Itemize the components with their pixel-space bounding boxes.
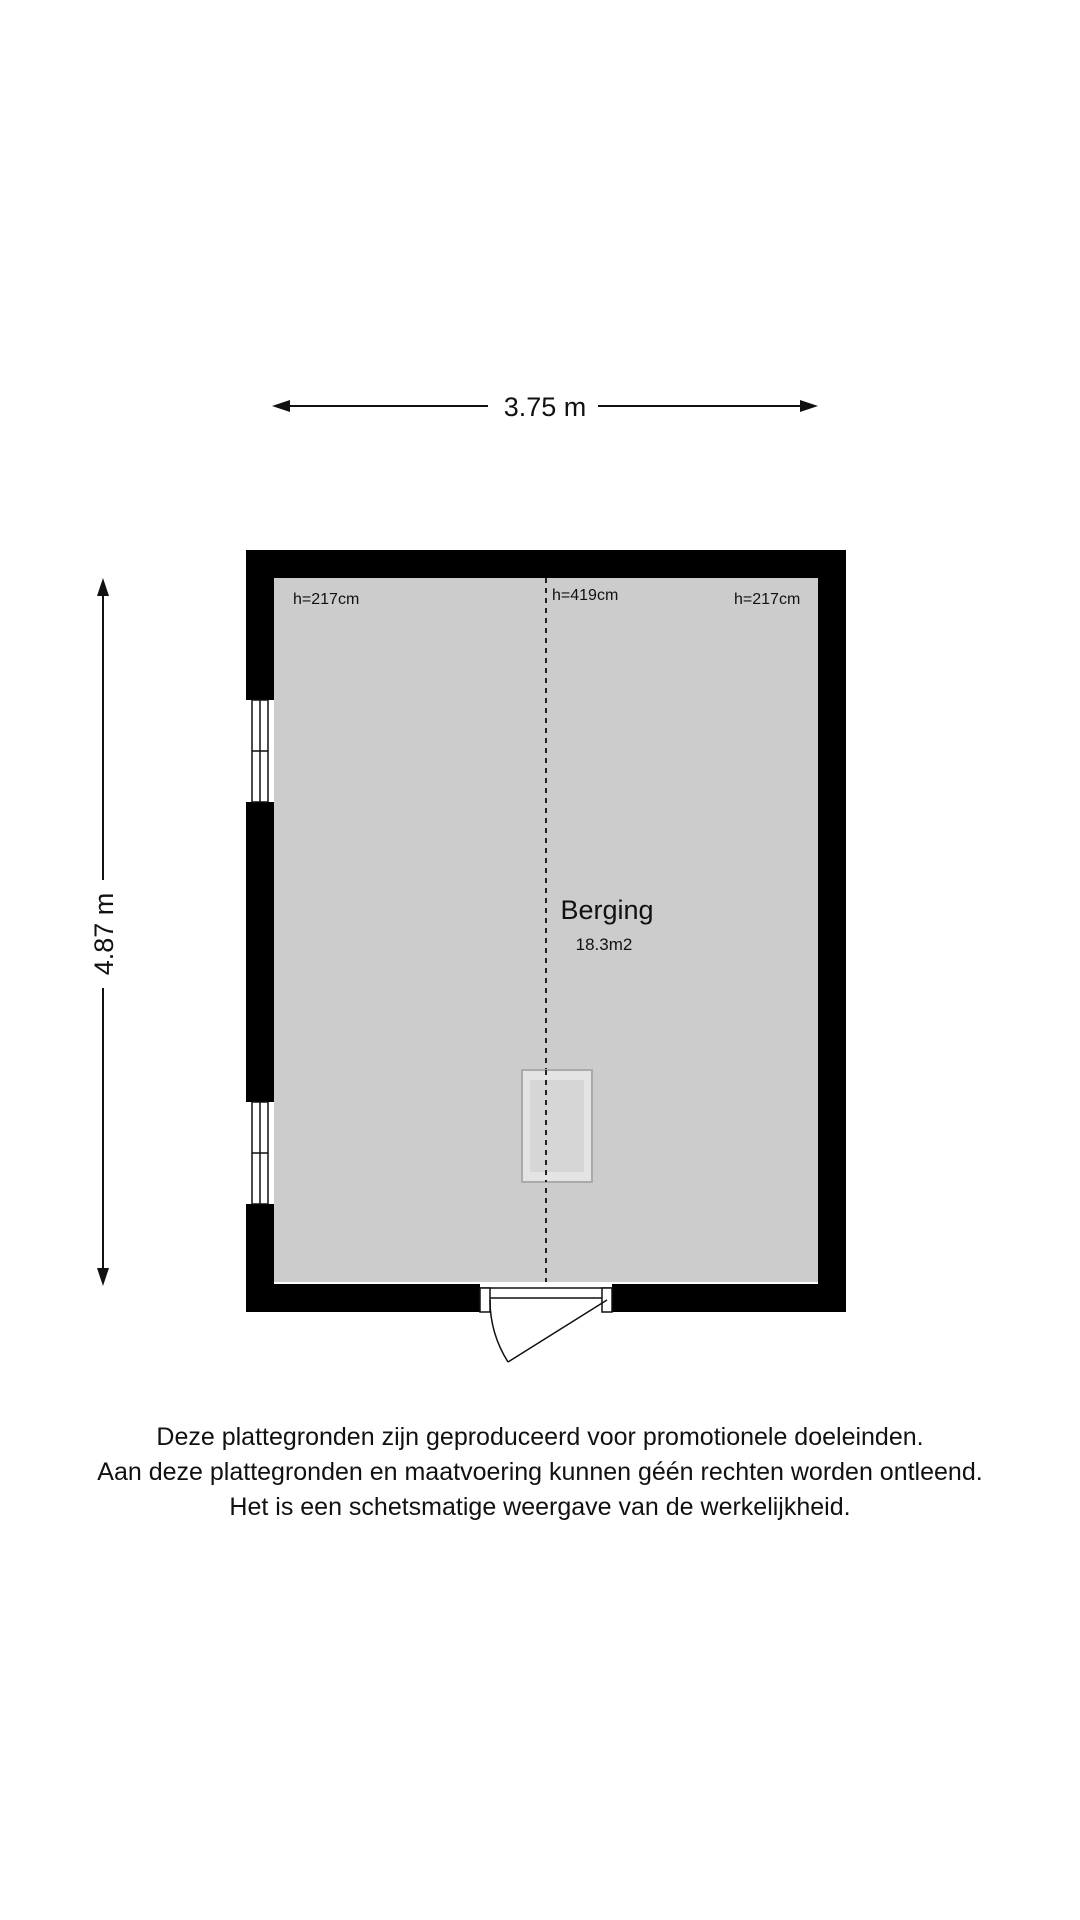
arrow-left-icon [272,400,290,412]
wall-bottom-left [246,1284,480,1312]
width-dimension [272,392,818,422]
wall-right [818,550,846,1312]
disclaimer-line-2: Aan deze plattegronden en maatvoering kunnen géén rechten worden ontleend. [97,1458,983,1486]
wall-left-middle [246,802,274,1102]
height-label-right: h=217cm [734,591,801,608]
height-label-left: h=217cm [293,591,360,608]
disclaimer [0,1420,1080,1525]
skylight [522,1070,592,1182]
arrow-down-icon [97,1268,109,1286]
depth-dimension-label: 4.87 m [89,892,119,976]
arrow-up-icon [97,578,109,596]
arrow-right-icon [800,400,818,412]
room-name: Berging [560,895,654,925]
depth-dimension [89,578,119,1286]
disclaimer-line-1: Deze plattegronden zijn geproduceerd voor promotionele doeleinden. [156,1423,924,1451]
wall-bottom-right [612,1284,846,1312]
wall-top [246,550,846,578]
window-upper [252,700,268,802]
window-lower [252,1102,268,1204]
disclaimer-line-3: Het is een schetsmatige weergave van de werkelijkheid. [229,1493,851,1521]
room-area: 18.3m2 [575,935,633,954]
width-dimension-label: 3.75 m [503,392,587,422]
wall-left-upper [246,550,274,700]
door [480,1288,612,1362]
height-label-ridge: h=419cm [552,587,619,604]
